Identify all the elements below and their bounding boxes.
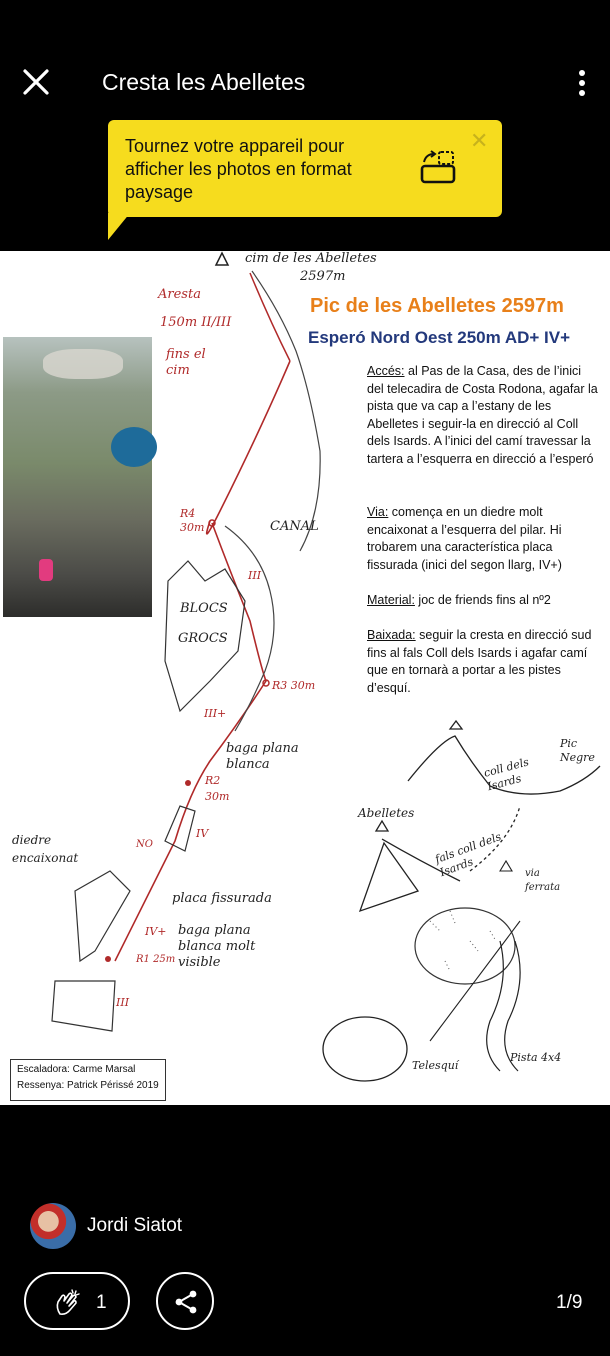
hw-aresta-len: 150m II/III [160,315,232,330]
hw-r1: R1 25m [136,954,176,965]
author-name[interactable]: Jordi Siatot [87,1215,183,1236]
hw-telesqui: Telesquí [412,1059,459,1072]
hw-r3: R3 30m [272,679,316,692]
more-options-button[interactable] [570,66,594,102]
page-counter: 1/9 [556,1292,583,1313]
hw-fals-coll: fals coll dels Isards [433,830,503,880]
hw-grocs: GROCS [178,631,228,646]
hw-pista: Pista 4x4 [510,1051,562,1064]
close-icon: ✕ [470,128,489,153]
hw-diedre: diedre encaixonat [12,833,79,865]
credit-climber: Escaladora: Carme Marsal [17,1064,136,1075]
rotate-device-icon [418,148,458,188]
hw-canal: CANAL [270,519,319,534]
topo-credits [10,1059,166,1101]
avatar[interactable] [30,1203,76,1249]
topo-descent: Baixada: seguir la cresta en direcció sud fins al fals Coll dels Isards i agafar camí que en tornarà a portar a les pistes d’esquí. [367,628,592,695]
clap-button[interactable] [24,1272,130,1330]
share-icon [173,1289,199,1315]
hw-pic-negre: Pic Negre [560,737,595,764]
hw-no: NO [136,839,153,850]
hw-via-ferrata: via ferrata [525,868,561,893]
hw-blocs: BLOCS [180,601,228,616]
more-vertical-icon [570,70,594,96]
tooltip-tail [108,213,130,240]
topo-route: Via: comença en un diedre molt encaixonat a l’esquerra del pilar. Hi trobarem una característica placa fissurada (inici del segon llarg, IV+) [367,505,562,572]
hw-grade-iii-a: III [248,569,262,582]
credit-author: Ressenya: Patrick Périssé 2019 [17,1080,159,1091]
hw-r4: R4 30m [180,507,205,534]
hw-aresta: Aresta [158,287,201,302]
tooltip-text: Tournez votre appareil pour afficher les photos en format paysage [125,136,352,202]
clap-icon [52,1288,82,1318]
topo-access: Accés: al Pas de la Casa, des de l’inici del telecadira de Costa Rodona, agafar la pista que va cap a l’estany de les Abelletes i seguir-la en direcció al Coll dels Isards. A l’inici del camí travessar la tartera a l’esquerra en direcció a l’esperó [367,364,598,466]
hw-placa: placa fissurada [172,891,272,906]
hw-grade-iv-plus: IV+ [145,925,167,938]
topo-title: Pic de les Abelletes 2597m [310,295,564,317]
hw-summit-alt: 2597m [300,269,346,284]
close-button[interactable] [20,66,52,98]
photo-viewer[interactable] [0,251,610,1105]
hw-grade-iii-plus: III+ [204,707,227,720]
topo-material: Material: joc de friends fins al nº2 [367,593,551,607]
hw-abelletes: Abelletes [358,806,415,820]
hw-grade-iii-b: III [116,996,130,1009]
hw-baga1: baga plana blanca [226,741,299,772]
tooltip-close-button[interactable] [470,128,488,154]
page-title: Cresta les Abelletes [102,69,306,95]
rotate-tooltip [108,120,502,217]
clap-count: 1 [96,1292,107,1313]
topo-subtitle: Esperó Nord Oest 250m AD+ IV+ [308,328,571,347]
hw-baga2: baga plana blanca molt visible [178,923,256,970]
hw-fins-cim: fins el cim [166,347,206,378]
hw-grade-iv: IV [196,827,209,840]
hw-r2: R2 30m [205,774,230,803]
close-icon [20,66,52,98]
hw-summit: cim de les Abelletes [245,251,377,266]
share-button[interactable] [156,1272,214,1330]
hw-coll-isards: coll dels Isards [482,755,531,794]
